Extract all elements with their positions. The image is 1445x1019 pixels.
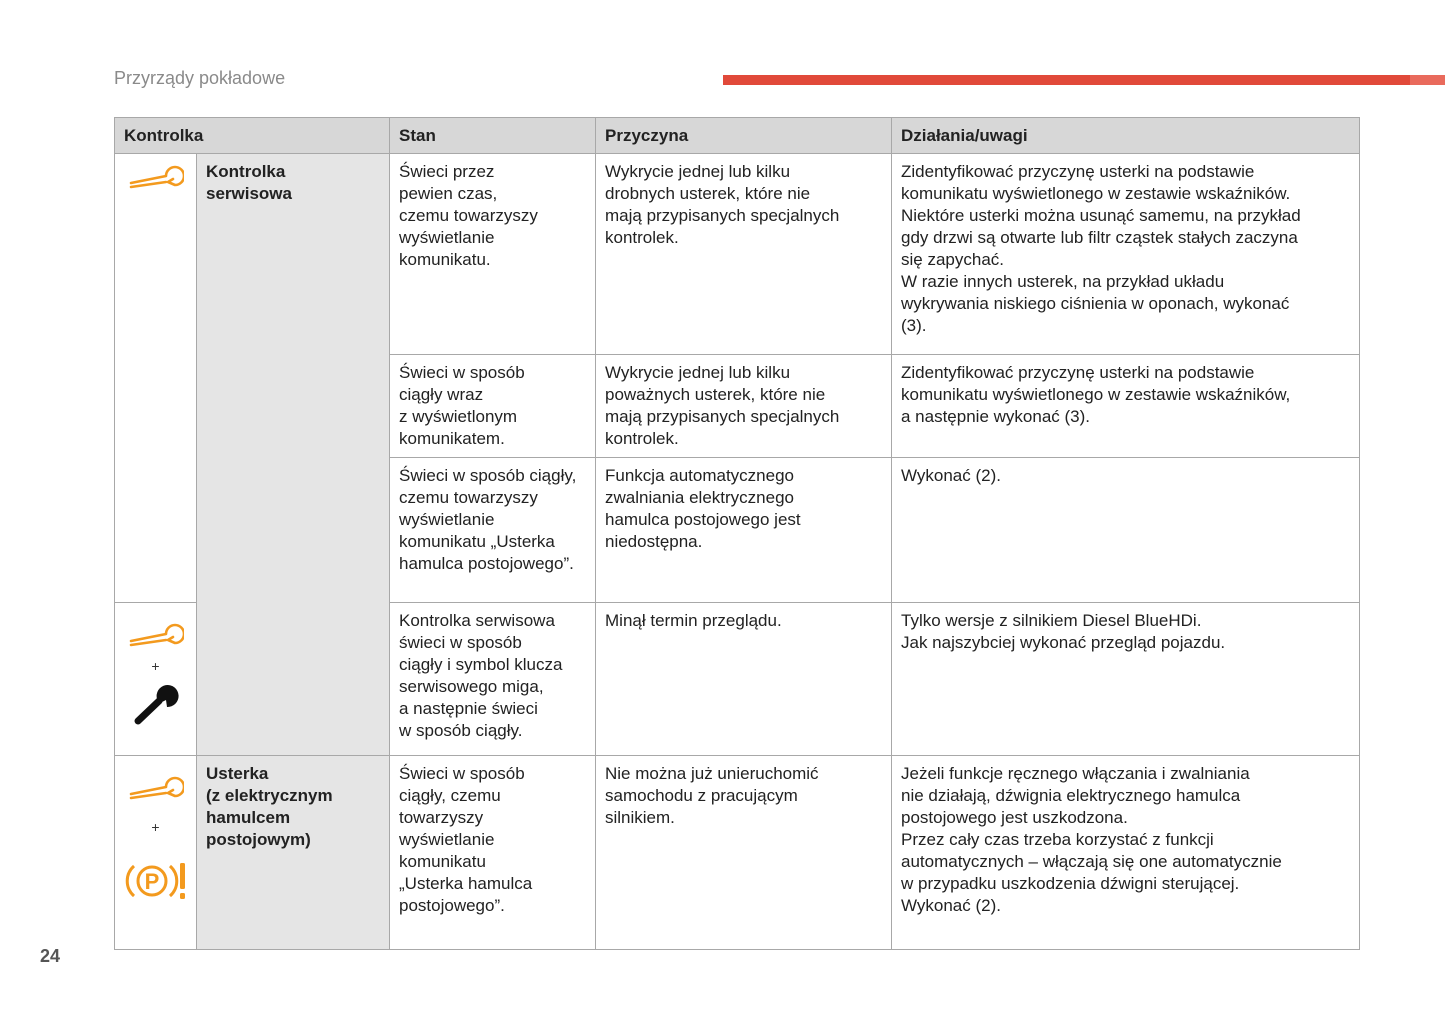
dzialania-cell: Zidentyfikować przyczynę usterki na podstawie komunikatu wyświetlonego w zestawie wskaźników. Niektóre usterki można usunąć samemu, na przykład gdy drzwi są otwarte lub filtr cząstek stałych zaczyna się zapychać. W razie innych usterek, na przykład układu wykrywania niskiego ciśnienia w oponach, wykonać (3). bbox=[892, 154, 1360, 355]
dzialania-cell: Jeżeli funkcje ręcznego włączania i zwalniania nie działają, dźwignia elektrycznego hamulca postojowego jest uszkodzona. Przez cały czas trzeba korzystać z funkcji automatycznych – włączają się one automatycznie w przypadku uszkodzenia dźwigni sterującej. Wykonać (2). bbox=[892, 756, 1360, 950]
stan-cell: Świeci w sposób ciągły, czemu towarzyszy wyświetlanie komunikatu „Usterka hamulca postojowego”. bbox=[390, 756, 596, 950]
dzialania-cell: Tylko wersje z silnikiem Diesel BlueHDi. Jak najszybciej wykonać przegląd pojazdu. bbox=[892, 603, 1360, 756]
column-header-kontrolka: Kontrolka bbox=[115, 118, 390, 154]
przyczyna-cell: Minął termin przeglądu. bbox=[596, 603, 892, 756]
table-header-row bbox=[115, 118, 1360, 154]
dzialania-cell: Zidentyfikować przyczynę usterki na podstawie komunikatu wyświetlonego w zestawie wskaźników, a następnie wykonać (3). bbox=[892, 354, 1360, 457]
section-title: Przyrządy pokładowe bbox=[114, 68, 286, 88]
service-key-wrench-icon bbox=[133, 683, 179, 727]
dzialania-cell: Wykonać (2). bbox=[892, 457, 1360, 602]
column-header-stan: Stan bbox=[390, 118, 596, 154]
przyczyna-cell: Wykrycie jednej lub kilku drobnych usterek, które nie mają przypisanych specjalnych kontrolek. bbox=[596, 154, 892, 355]
przyczyna-cell: Funkcja automatycznego zwalniania elektrycznego hamulca postojowego jest niedostępna. bbox=[596, 457, 892, 602]
icon-cell bbox=[115, 756, 197, 950]
table-row bbox=[115, 756, 1360, 950]
header-accent-bar-tail bbox=[1410, 75, 1445, 85]
icon-cell bbox=[115, 603, 197, 756]
plus-sign: + bbox=[151, 658, 160, 675]
service-wrench-warning-icon bbox=[128, 772, 184, 802]
plus-sign: + bbox=[151, 819, 160, 836]
parking-brake-fault-icon bbox=[124, 860, 190, 902]
service-wrench-warning-icon bbox=[128, 161, 184, 191]
group-label-brake: Usterka (z elektrycznym hamulcem postojowym) bbox=[197, 756, 390, 950]
stan-cell: Świeci przez pewien czas, czemu towarzyszy wyświetlanie komunikatu. bbox=[390, 154, 596, 355]
svg-text:P: P bbox=[144, 869, 160, 895]
stan-cell: Świeci w sposób ciągły wraz z wyświetlonym komunikatem. bbox=[390, 354, 596, 457]
icon-cell bbox=[115, 154, 197, 603]
page-number: 24 bbox=[40, 946, 61, 966]
warning-lights-table bbox=[114, 117, 1360, 950]
przyczyna-cell: Wykrycie jednej lub kilku poważnych usterek, które nie mają przypisanych specjalnych kontrolek. bbox=[596, 354, 892, 457]
stan-cell: Świeci w sposób ciągły, czemu towarzyszy wyświetlanie komunikatu „Usterka hamulca postojowego”. bbox=[390, 457, 596, 602]
header-accent-bar bbox=[723, 75, 1445, 85]
stan-cell: Kontrolka serwisowa świeci w sposób ciągły i symbol klucza serwisowego miga, a następnie świeci w sposób ciągły. bbox=[390, 603, 596, 756]
przyczyna-cell: Nie można już unieruchomić samochodu z pracującym silnikiem. bbox=[596, 756, 892, 950]
service-wrench-warning-icon bbox=[128, 619, 184, 649]
column-header-przyczyna: Przyczyna bbox=[596, 118, 892, 154]
group-label-service: Kontrolka serwisowa bbox=[197, 154, 390, 756]
column-header-dzialania: Działania/uwagi bbox=[892, 118, 1360, 154]
table-row bbox=[115, 154, 1360, 355]
